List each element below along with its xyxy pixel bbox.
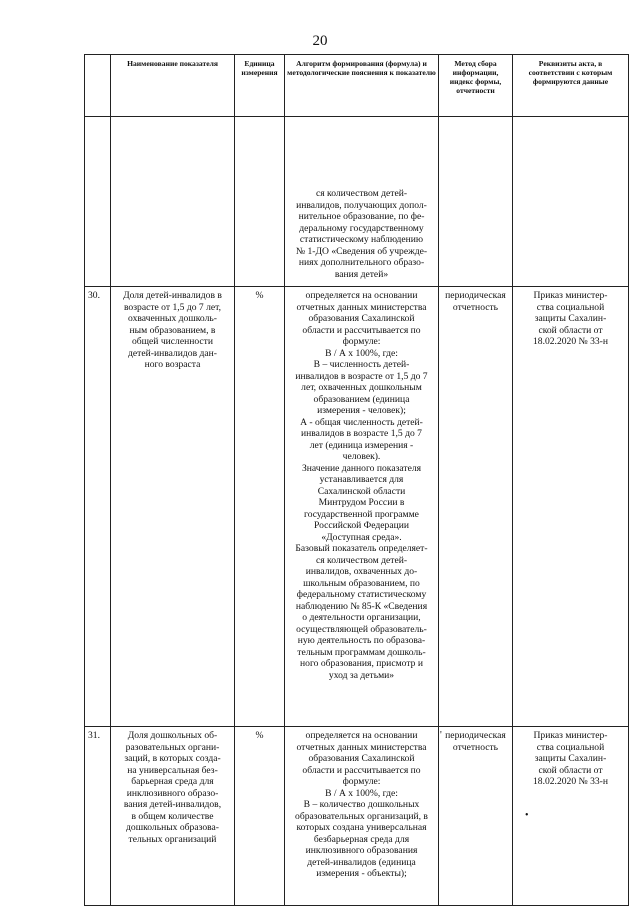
text-line: ской области от	[538, 764, 603, 776]
text-line: осуществляющей образователь-	[296, 623, 427, 635]
text-line: инвалидов в возрасте от 1,5 до 7	[295, 370, 428, 382]
text-line: государственной программе	[304, 508, 419, 520]
continuation-algorithm-cell	[285, 117, 439, 287]
text-line: наблюдению № 85-К «Сведения	[295, 600, 428, 612]
text-line: в общем количестве	[131, 810, 214, 822]
text-line: ся количеством детей-	[315, 188, 408, 199]
continuation-num-cell	[85, 117, 111, 287]
continuation-method-cell	[439, 117, 513, 287]
text-line: образования Сахалинской	[308, 753, 415, 764]
text-line: ства социальной	[536, 301, 605, 313]
text-line: ской области от	[538, 324, 603, 336]
text-line: измерения - объекты);	[316, 868, 407, 879]
text-line: уход за детьми»	[328, 669, 395, 681]
text-line: школьным образованием, по	[303, 577, 420, 589]
text-line: 18.02.2020 № 33-н	[532, 776, 609, 787]
continuation-unit-cell	[235, 117, 285, 287]
text-line: Доля дошкольных об-	[127, 730, 218, 741]
header-algorithm: Алгоритм формирования (формула) и методологические пояснения к показателю	[285, 55, 439, 117]
text-line: инвалидов, охваченных до-	[305, 566, 418, 577]
text-line: В – количество дошкольных	[303, 799, 420, 810]
text-line: периодическая	[445, 290, 506, 301]
text-line: вания детей-инвалидов,	[123, 799, 222, 810]
text-line: образования Сахалинской	[308, 313, 415, 324]
text-line: лет (единица измерения -	[309, 439, 414, 451]
text-line: отчетность	[452, 741, 499, 753]
text-line: формуле:	[342, 336, 381, 347]
text-line: устанавливается для	[319, 474, 404, 485]
text-line: защиты Сахалин-	[534, 753, 607, 764]
text-line: периодическая	[445, 730, 506, 741]
text-line: А - общая численность детей-	[300, 416, 423, 428]
text-line: ного образования, присмотр и	[300, 658, 423, 669]
text-line: возрасте от 1,5 до 7 лет,	[123, 301, 222, 313]
text-line: определяется на основании	[305, 730, 418, 741]
text-line: образованием (единица	[313, 393, 410, 405]
text-line: ства социальной	[536, 741, 605, 753]
text-line: 18.02.2020 № 33-н	[532, 336, 609, 347]
text-line: Сахалинской области	[317, 485, 406, 497]
text-line: Российской Федерации	[314, 520, 409, 531]
method-text	[439, 287, 513, 727]
text-line: тельных организаций	[128, 833, 217, 845]
text-line: безбарьерная среда для	[313, 833, 410, 845]
header-name: Наименование показателя	[111, 55, 235, 117]
text-line: барьерная среда для	[131, 776, 214, 787]
text-line: детей-инвалидов (единица	[307, 856, 416, 868]
text-line: № 1-ДО «Сведения об учрежде-	[295, 245, 428, 257]
text-line: детей-инвалидов дан-	[128, 347, 217, 359]
text-line: Приказ министер-	[533, 730, 608, 741]
text-line: Приказ министер-	[533, 290, 608, 301]
text-line: Базовый показатель определяет-	[295, 543, 428, 554]
text-line: дошкольных образова-	[126, 822, 219, 833]
text-line: В – численность детей-	[313, 359, 410, 370]
header-requisites: Реквизиты акта, в соответствии с которым формируются данные	[513, 55, 629, 117]
text-line: В / А x 100%, где:	[325, 787, 398, 799]
page-number: 20	[312, 33, 328, 49]
text-line: на универсальная без-	[127, 764, 218, 776]
text-line: инклюзивного образования	[305, 845, 418, 856]
text-line: статистическому наблюдению	[299, 234, 424, 245]
text-line: Значение данного показателя	[301, 462, 422, 474]
requisites-text	[513, 727, 629, 906]
continuation-requisites-cell	[513, 117, 629, 287]
text-line: ным образованием, в	[129, 324, 216, 336]
table-row	[85, 287, 629, 727]
algorithm-text	[285, 287, 439, 727]
row-number: 30.	[85, 287, 111, 727]
text-line: нительное образование, по фе-	[298, 211, 425, 222]
continuation-row	[85, 117, 629, 287]
text-line: области и рассчитывается по	[302, 324, 421, 336]
text-line: общей численности	[131, 336, 213, 347]
text-line: «Доступная среда».	[321, 531, 402, 543]
indicator-name	[111, 727, 235, 906]
unit-value: %	[235, 727, 285, 906]
text-line: лет, охваченных дошкольным	[301, 382, 422, 393]
continuation-name-cell	[111, 117, 235, 287]
text-line: ниях дополнительного образо-	[298, 257, 425, 268]
text-line: Доля детей-инвалидов в	[123, 290, 222, 301]
text-line: образовательных организаций, в	[295, 810, 428, 822]
text-line: ную деятельность по образова-	[297, 635, 426, 646]
text-line: охваченных дошколь-	[128, 313, 217, 324]
text-line: инвалидов в возрасте 1,5 до 7	[301, 428, 422, 439]
text-line: отчетность	[452, 301, 499, 313]
text-line: В / А x 100%, где:	[325, 347, 398, 359]
header-num-cell	[85, 55, 111, 117]
text-line: инвалидов, получающих допол-	[296, 199, 427, 211]
text-line: инклюзивного образо-	[126, 787, 219, 799]
unit-value: %	[235, 287, 285, 727]
text-line: федеральному статистическому	[296, 589, 427, 600]
scan-speck: •	[525, 810, 529, 821]
method-text	[439, 727, 513, 906]
indicator-name	[111, 287, 235, 727]
header-row	[85, 55, 629, 117]
text-line: формуле:	[342, 776, 381, 787]
text-line: измерения - человек);	[317, 405, 406, 416]
text-line: заций, в которых созда-	[124, 753, 221, 764]
text-line: определяется на основании	[305, 290, 418, 301]
text-line: которых создана универсальная	[296, 822, 427, 833]
table-row	[85, 727, 629, 906]
text-line: человек).	[342, 451, 381, 462]
continuation-algorithm-text	[287, 188, 436, 280]
text-line: Минтрудом России в	[318, 497, 405, 508]
header-unit: Единица измерения	[235, 55, 285, 117]
scan-speck: '	[440, 730, 442, 741]
row-number: 31.	[85, 727, 111, 906]
text-line: отчетных данных министерства	[296, 741, 427, 753]
text-line: вания детей»	[334, 268, 389, 280]
text-line: деральному государственному	[299, 222, 424, 234]
requisites-text	[513, 287, 629, 727]
algorithm-text	[285, 727, 439, 906]
header-method: Метод сбора информации, индекс формы, отчетности	[439, 55, 513, 117]
text-line: ного возраста	[144, 359, 201, 370]
text-line: разовательных органи-	[125, 741, 220, 753]
text-line: отчетных данных министерства	[296, 301, 427, 313]
text-line: о деятельности организации,	[302, 612, 421, 623]
text-line: области и рассчитывается по	[302, 764, 421, 776]
indicators-table	[84, 54, 629, 906]
text-line: тельным программам дошколь-	[297, 646, 426, 658]
text-line: защиты Сахалин-	[534, 313, 607, 324]
text-line: ся количеством детей-	[315, 554, 408, 566]
